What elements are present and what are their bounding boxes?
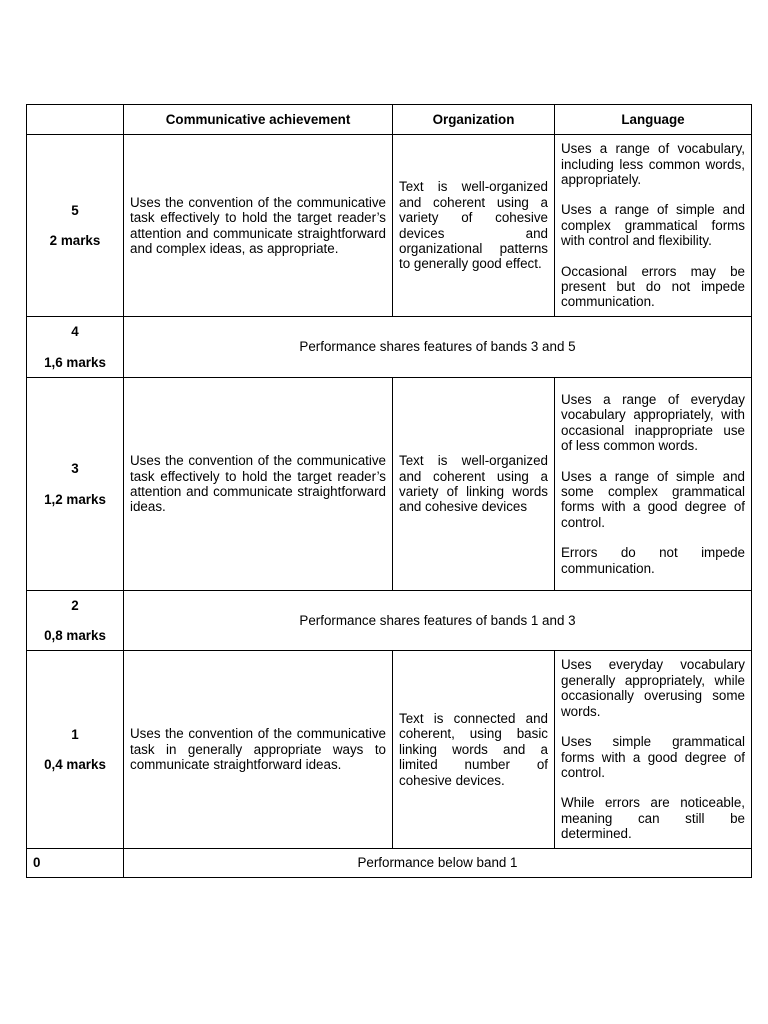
band-3-organization: Text is well-organized and coherent using a variety of linking words and cohesive devices <box>393 378 555 591</box>
header-communicative-achievement: Communicative achievement <box>124 105 393 135</box>
band-marks: 2 marks <box>49 233 101 248</box>
band-1-organization: Text is connected and coherent, using basic linking words and a limited number of cohesive devices. <box>393 651 555 849</box>
band-number: 4 <box>71 324 79 340</box>
band-0-cell: 0 <box>27 849 124 878</box>
language-errors: Occasional errors may be present but do not impede communication. <box>561 263 745 310</box>
band-4-cell <box>27 317 124 378</box>
band-5-row <box>27 135 752 317</box>
band-3-language <box>555 378 752 591</box>
band-4-shared-features: Performance shares features of bands 3 and 5 <box>124 317 752 378</box>
band-1-communicative: Uses the convention of the communicative task in generally appropriate ways to communicate straightforward ideas. <box>124 651 393 849</box>
band-1-language <box>555 651 752 849</box>
band-marks: 0,8 marks <box>44 628 106 643</box>
band-0-row <box>27 849 752 878</box>
language-vocabulary: Uses a range of vocabulary, including less common words, appropriately. <box>561 141 745 187</box>
band-marks: 0,4 marks <box>44 757 106 772</box>
band-number: 5 <box>71 202 79 218</box>
band-3-row <box>27 378 752 591</box>
band-4-row <box>27 317 752 378</box>
band-5-communicative: Uses the convention of the communicative task effectively to hold the target reader’s attention and communicate straightforward and complex ideas, as appropriate. <box>124 135 393 317</box>
language-vocabulary: Uses everyday vocabulary generally appropriately, while occasionally overusing some words. <box>561 657 745 719</box>
band-0-description: Performance below band 1 <box>124 849 752 878</box>
header-organization: Organization <box>393 105 555 135</box>
band-5-organization: Text is well-organized and coherent using a variety of cohesive devices and organizational patterns to generally good effect. <box>393 135 555 317</box>
language-errors: While errors are noticeable, meaning can still be determined. <box>561 795 745 842</box>
band-2-cell <box>27 591 124 651</box>
band-1-row <box>27 651 752 849</box>
header-language: Language <box>555 105 752 135</box>
header-row <box>27 105 752 135</box>
band-3-cell <box>27 378 124 591</box>
band-marks: 1,2 marks <box>44 491 106 507</box>
band-2-row <box>27 591 752 651</box>
language-vocabulary: Uses a range of everyday vocabulary appropriately, with occasional inappropriate use of less common words. <box>561 391 745 454</box>
language-grammar: Uses a range of simple and some complex grammatical forms with a good degree of control. <box>561 468 745 530</box>
band-number: 3 <box>71 461 79 477</box>
assessment-rubric-table <box>26 104 752 878</box>
band-1-cell <box>27 651 124 849</box>
band-5-cell <box>27 135 124 317</box>
band-number: 2 <box>71 597 79 613</box>
language-grammar: Uses simple grammatical forms with a good degree of control. <box>561 734 745 780</box>
band-2-shared-features: Performance shares features of bands 1 and 3 <box>124 591 752 651</box>
band-marks: 1,6 marks <box>44 354 106 370</box>
band-3-communicative: Uses the convention of the communicative task effectively to hold the target reader’s attention and communicate straightforward ideas. <box>124 378 393 591</box>
language-grammar: Uses a range of simple and complex grammatical forms with control and flexibility. <box>561 202 745 249</box>
band-5-language <box>555 135 752 317</box>
language-errors: Errors do not impede communication. <box>561 545 745 576</box>
band-number: 1 <box>71 726 79 742</box>
header-band <box>27 105 124 135</box>
